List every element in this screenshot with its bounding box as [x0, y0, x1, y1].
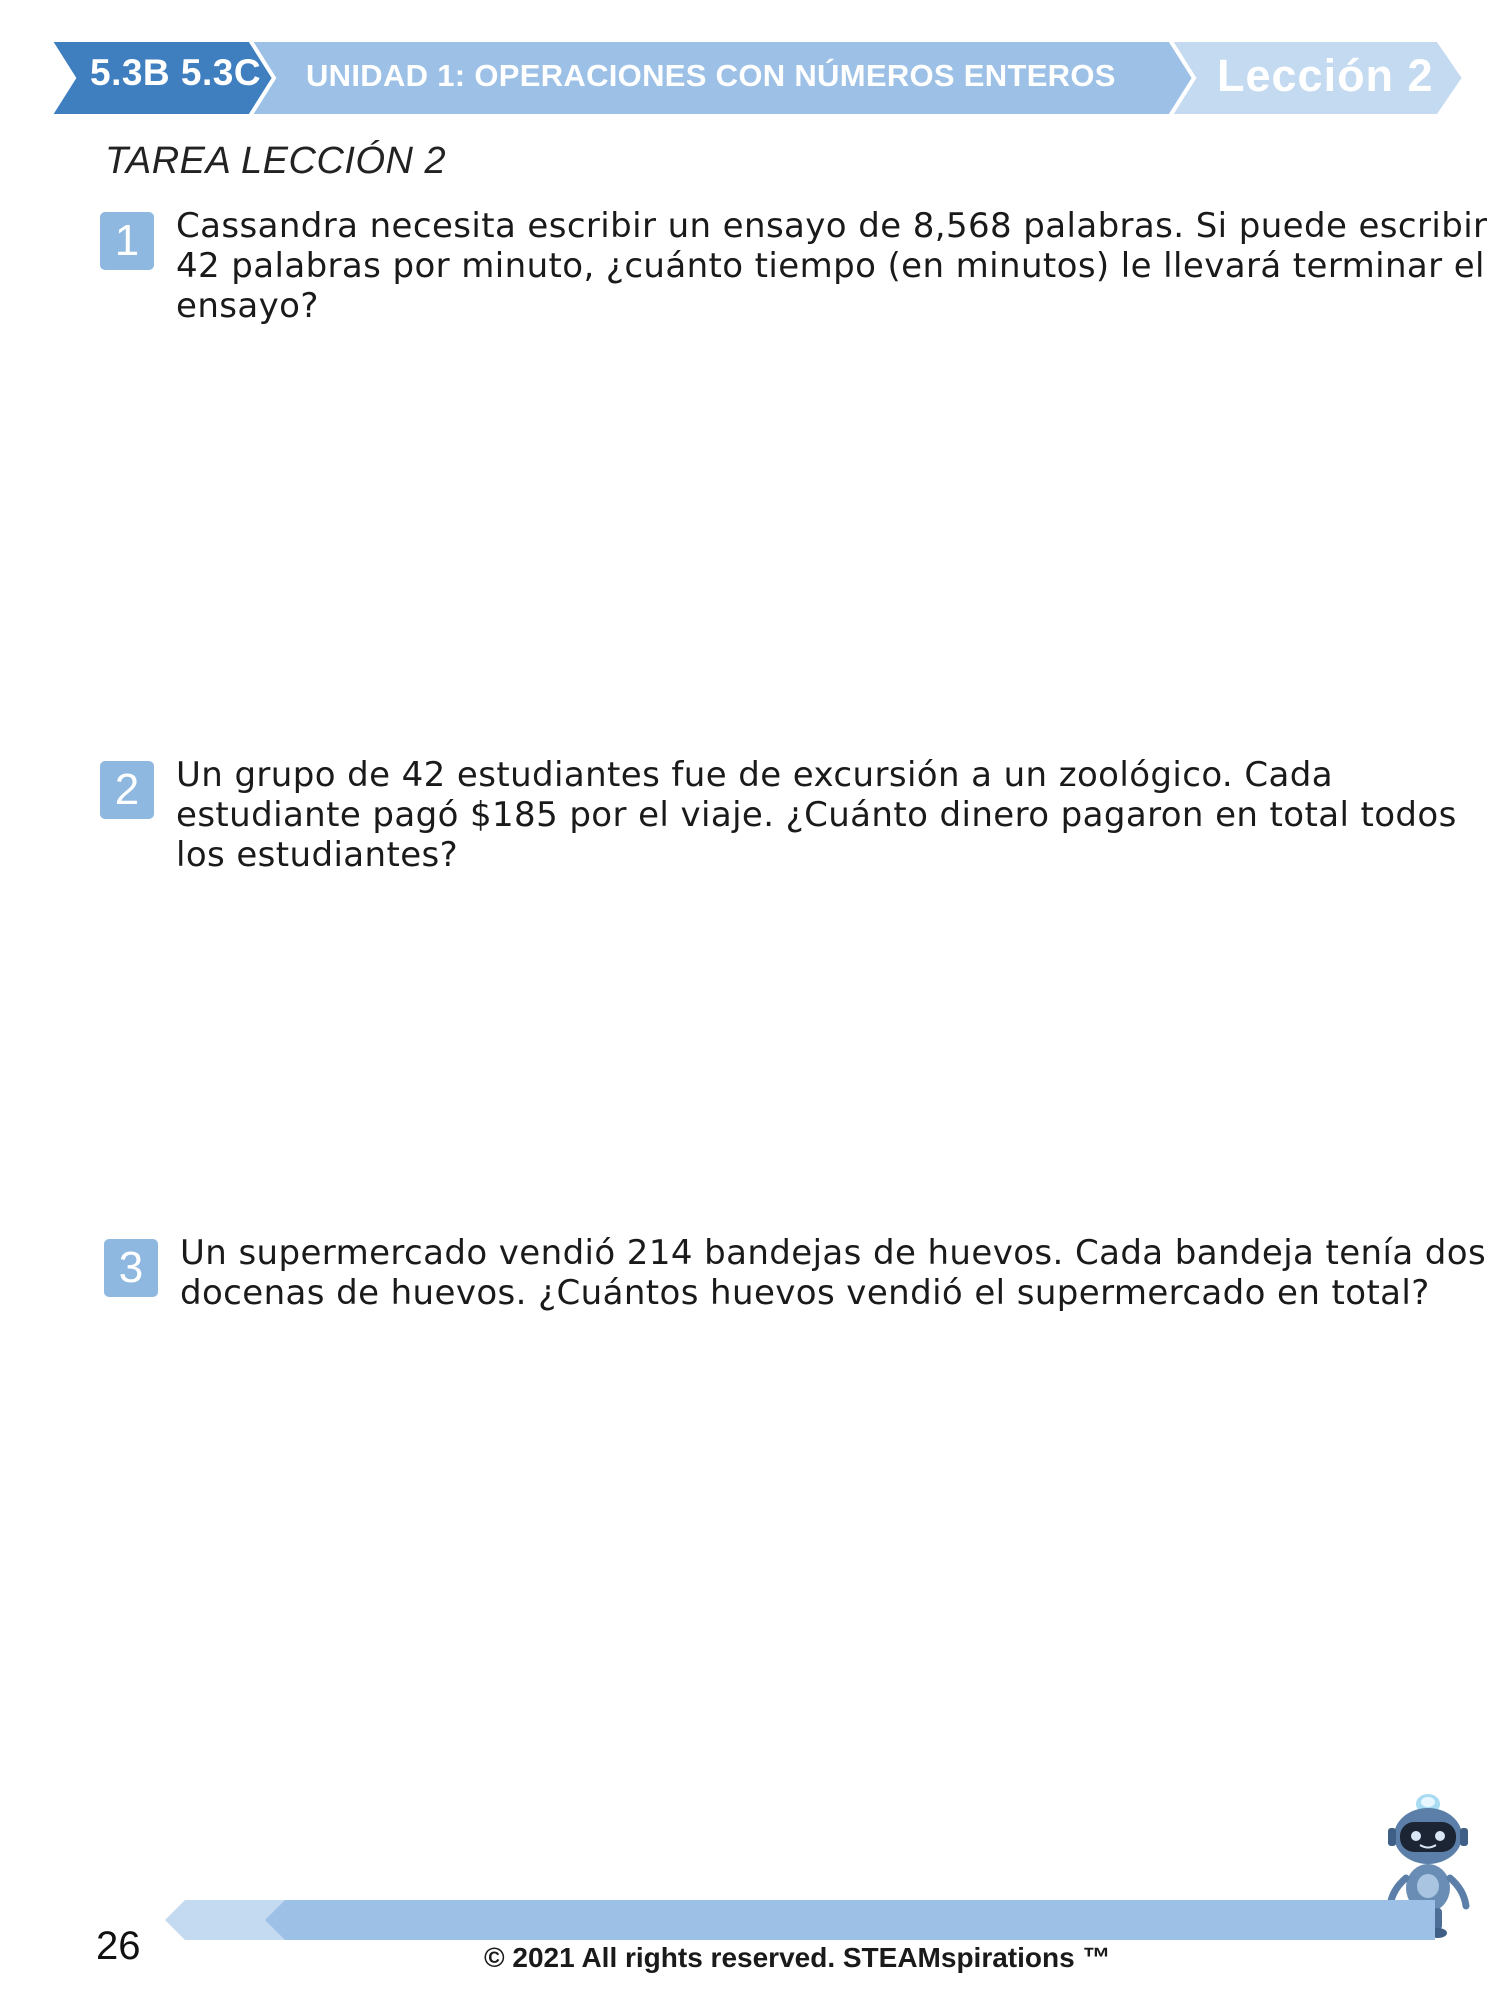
homework-heading: TAREA LECCIÓN 2 [105, 140, 447, 182]
footer-bar [165, 1900, 1435, 1940]
page-number: 26 [96, 1924, 141, 1968]
problem-number-badge: 3 [104, 1239, 158, 1297]
problem-number-badge: 2 [100, 761, 154, 819]
copyright-notice: © 2021 All rights reserved. STEAMspirations ™ [484, 1942, 1111, 1973]
unit-title: UNIDAD 1: OPERACIONES CON NÚMEROS ENTEROS [306, 58, 1116, 93]
problem-text: Un supermercado vendió 214 bandejas de huevos. Cada bandeja tenía dos docenas de huevos. ¿Cuántos huevos vendió el supermercado en total? [180, 1233, 1487, 1313]
problem-text: Un grupo de 42 estudiantes fue de excursión a un zoológico. Cada estudiante pagó $185 por el viaje. ¿Cuánto dinero pagaron en total todos los estudiantes? [176, 755, 1457, 875]
lesson-label: Lección 2 [1217, 50, 1434, 101]
problem-number-badge: 1 [100, 212, 154, 270]
problem-text: Cassandra necesita escribir un ensayo de 8,568 palabras. Si puede escribir 42 palabras por minuto, ¿cuánto tiempo (en minutos) le llevará terminar el ensayo? [176, 206, 1488, 326]
standards-label: 5.3B 5.3C [90, 52, 262, 93]
header-banner [0, 40, 1500, 116]
